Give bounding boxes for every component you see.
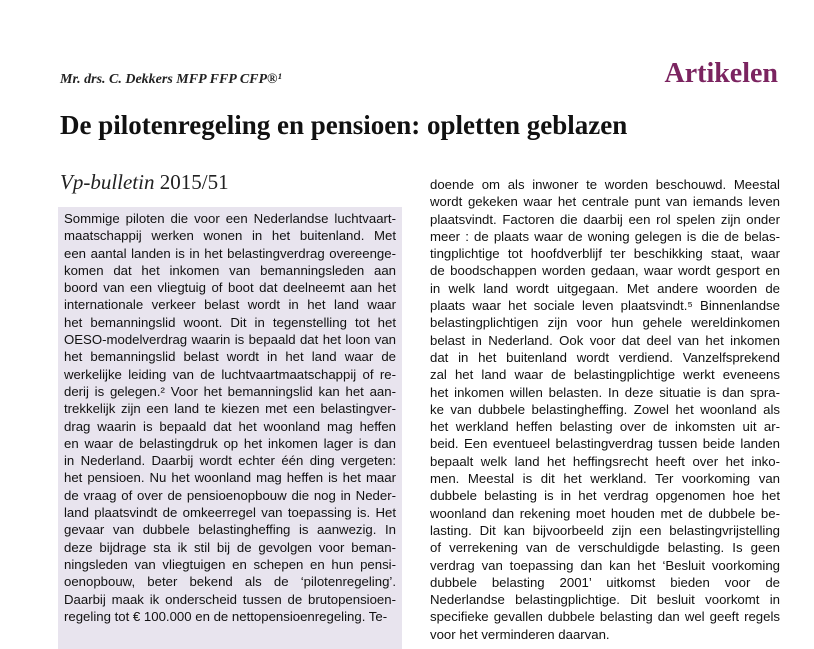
source-line xyxy=(60,170,229,195)
body-line: tingplichtige tot hoofdverblijf ter beschikking staat, waar xyxy=(430,246,780,262)
body-line: in welk land wordt uitgegaan. Met andere woorden de xyxy=(430,280,780,296)
body-line: beid. Een eventueel belastingverdrag tussen beide landen xyxy=(430,436,780,452)
intro-line: internationale verkeer belast wordt in het land waar xyxy=(64,297,396,313)
intro-line: een aantal landen is in het belastingverdrag overeenge- xyxy=(64,245,396,261)
body-line: of verrekening van de verschuldigde belasting. Is geen xyxy=(430,540,780,556)
intro-line: maatschappij werken wonen in het buitenland. Met xyxy=(64,228,396,244)
intro-line: OESO-modelverdrag waarin is bepaald dat het loon van xyxy=(64,332,396,348)
body-line: Nederlandse belastingplichtige. Dit besluit voorkomt in xyxy=(430,592,780,608)
body-line: men. Meestal is dit het werkland. Ter voorkoming van xyxy=(430,471,780,487)
body-line: plaats waar het sociale leven plaatsvindt.⁵ Binnenlandse xyxy=(430,298,780,314)
intro-line: de vraag of over de pensioenopbouw die nog in Neder- xyxy=(64,487,396,503)
body-column xyxy=(430,176,780,643)
body-line: lasting. Dit kan bijvoorbeeld zijn een belastingvrijstelling xyxy=(430,522,780,538)
intro-line: land plaatsvindt de omkeerregel van toepassing is. Het xyxy=(64,505,396,521)
body-line: dat in het buitenland wordt verdiend. Vanzelfsprekend xyxy=(430,349,780,365)
body-line: het inkomen willen belasten. In deze situatie is dan spra- xyxy=(430,384,780,400)
intro-line: Sommige piloten die voor een Nederlandse luchtvaart- xyxy=(64,211,396,226)
intro-line: komen dat het inkomen van bemanningsleden aan xyxy=(64,262,396,278)
body-line: het werkland heffen belasting over de inkomsten uit ar- xyxy=(430,419,780,435)
body-line: belastingplichtigen zijn voor hun gehele wereldinkomen xyxy=(430,315,780,331)
intro-line: trekkelijk zijn een land te kiezen met een belastingver- xyxy=(64,401,396,417)
body-line: zal het land waar de belastingplichtige werkt eveneens xyxy=(430,367,780,383)
body-line: wordt gekeken waar het centrale punt van iemands leven xyxy=(430,194,780,210)
intro-line: regeling tot € 100.000 en de nettopensioenregeling. Te- xyxy=(64,608,388,624)
body-line: woonland dan rekening moet houden met de dubbele be- xyxy=(430,505,780,521)
body-line: verdrag van toepassing dan kan het ‘Besluit voorkoming xyxy=(430,557,780,573)
body-line: specifieke gevallen dubbele belasting dan wel geeft regels xyxy=(430,609,780,625)
body-line: belast in Nederland. Ook voor dat deel van het inkomen xyxy=(430,332,780,348)
intro-line: het bemanningslid belast wordt in het land waar de xyxy=(64,349,396,365)
body-line: de boodschappen worden gedaan, waar wordt gesport en xyxy=(430,263,780,279)
body-line: bepaalt welk land het heffingsrecht heeft over het inko- xyxy=(430,453,780,469)
intro-line: werkelijke leiding van de luchtvaartmaatschappij of re- xyxy=(64,366,396,382)
intro-line: en waar de belastingdruk op het inkomen lager is dan xyxy=(64,435,396,451)
intro-line: ningsleden van vliegtuigen en schepen en hun pensi- xyxy=(64,556,396,572)
body-line: meer : de plaats waar de woning gelegen is die de belas- xyxy=(430,228,780,244)
section-label: Artikelen xyxy=(664,58,778,89)
intro-line: deze bijdrage sta ik stil bij de gevolgen voor beman- xyxy=(64,539,396,555)
intro-line: drag waarin is bepaald dat het woonland mag heffen xyxy=(64,418,396,434)
intro-line: Daarbij maak ik onderscheid tussen de brutopensioen- xyxy=(64,591,396,607)
author-line: Mr. drs. C. Dekkers MFP FFP CFP®¹ xyxy=(60,72,282,87)
body-line: doende om als inwoner te worden beschouwd. Meestal xyxy=(430,177,780,192)
intro-line: derij is gelegen.² Voor het bemanningslid kan het aan- xyxy=(64,383,396,399)
intro-line: gevaar van dubbele belastingheffing is aanwezig. In xyxy=(64,522,396,538)
body-line: voor het verminderen daarvan. xyxy=(430,626,610,642)
intro-line: boord van een vliegtuig of boot dat deelneemt aan het xyxy=(64,280,396,296)
source-issue: 2015/51 xyxy=(159,170,229,194)
body-line: dubbele belasting 2001’ uitkomst bieden voor de xyxy=(430,574,780,590)
body-line: ke van dubbele belastingheffing. Zowel het woonland als xyxy=(430,401,780,417)
intro-column xyxy=(58,207,402,649)
intro-line: het pensioen. Nu het woonland mag heffen is het maar xyxy=(64,470,396,486)
source-name: Vp-bulletin xyxy=(60,170,155,194)
body-line: plaatsvindt. Factoren die daarbij een rol spelen zijn onder xyxy=(430,211,780,227)
article-title: De pilotenregeling en pensioen: opletten geblazen xyxy=(60,110,628,140)
body-line: dubbele belasting is in het verdrag opgenomen hoe het xyxy=(430,488,780,504)
intro-line: in Nederland. Daarbij wordt echter één ding vergeten: xyxy=(64,453,396,469)
intro-line: het bemanningslid woont. Dit in tegenstelling tot het xyxy=(64,314,396,330)
intro-line: oenopbouw, beter bekend als de ‘pilotenregeling’. xyxy=(64,574,396,590)
